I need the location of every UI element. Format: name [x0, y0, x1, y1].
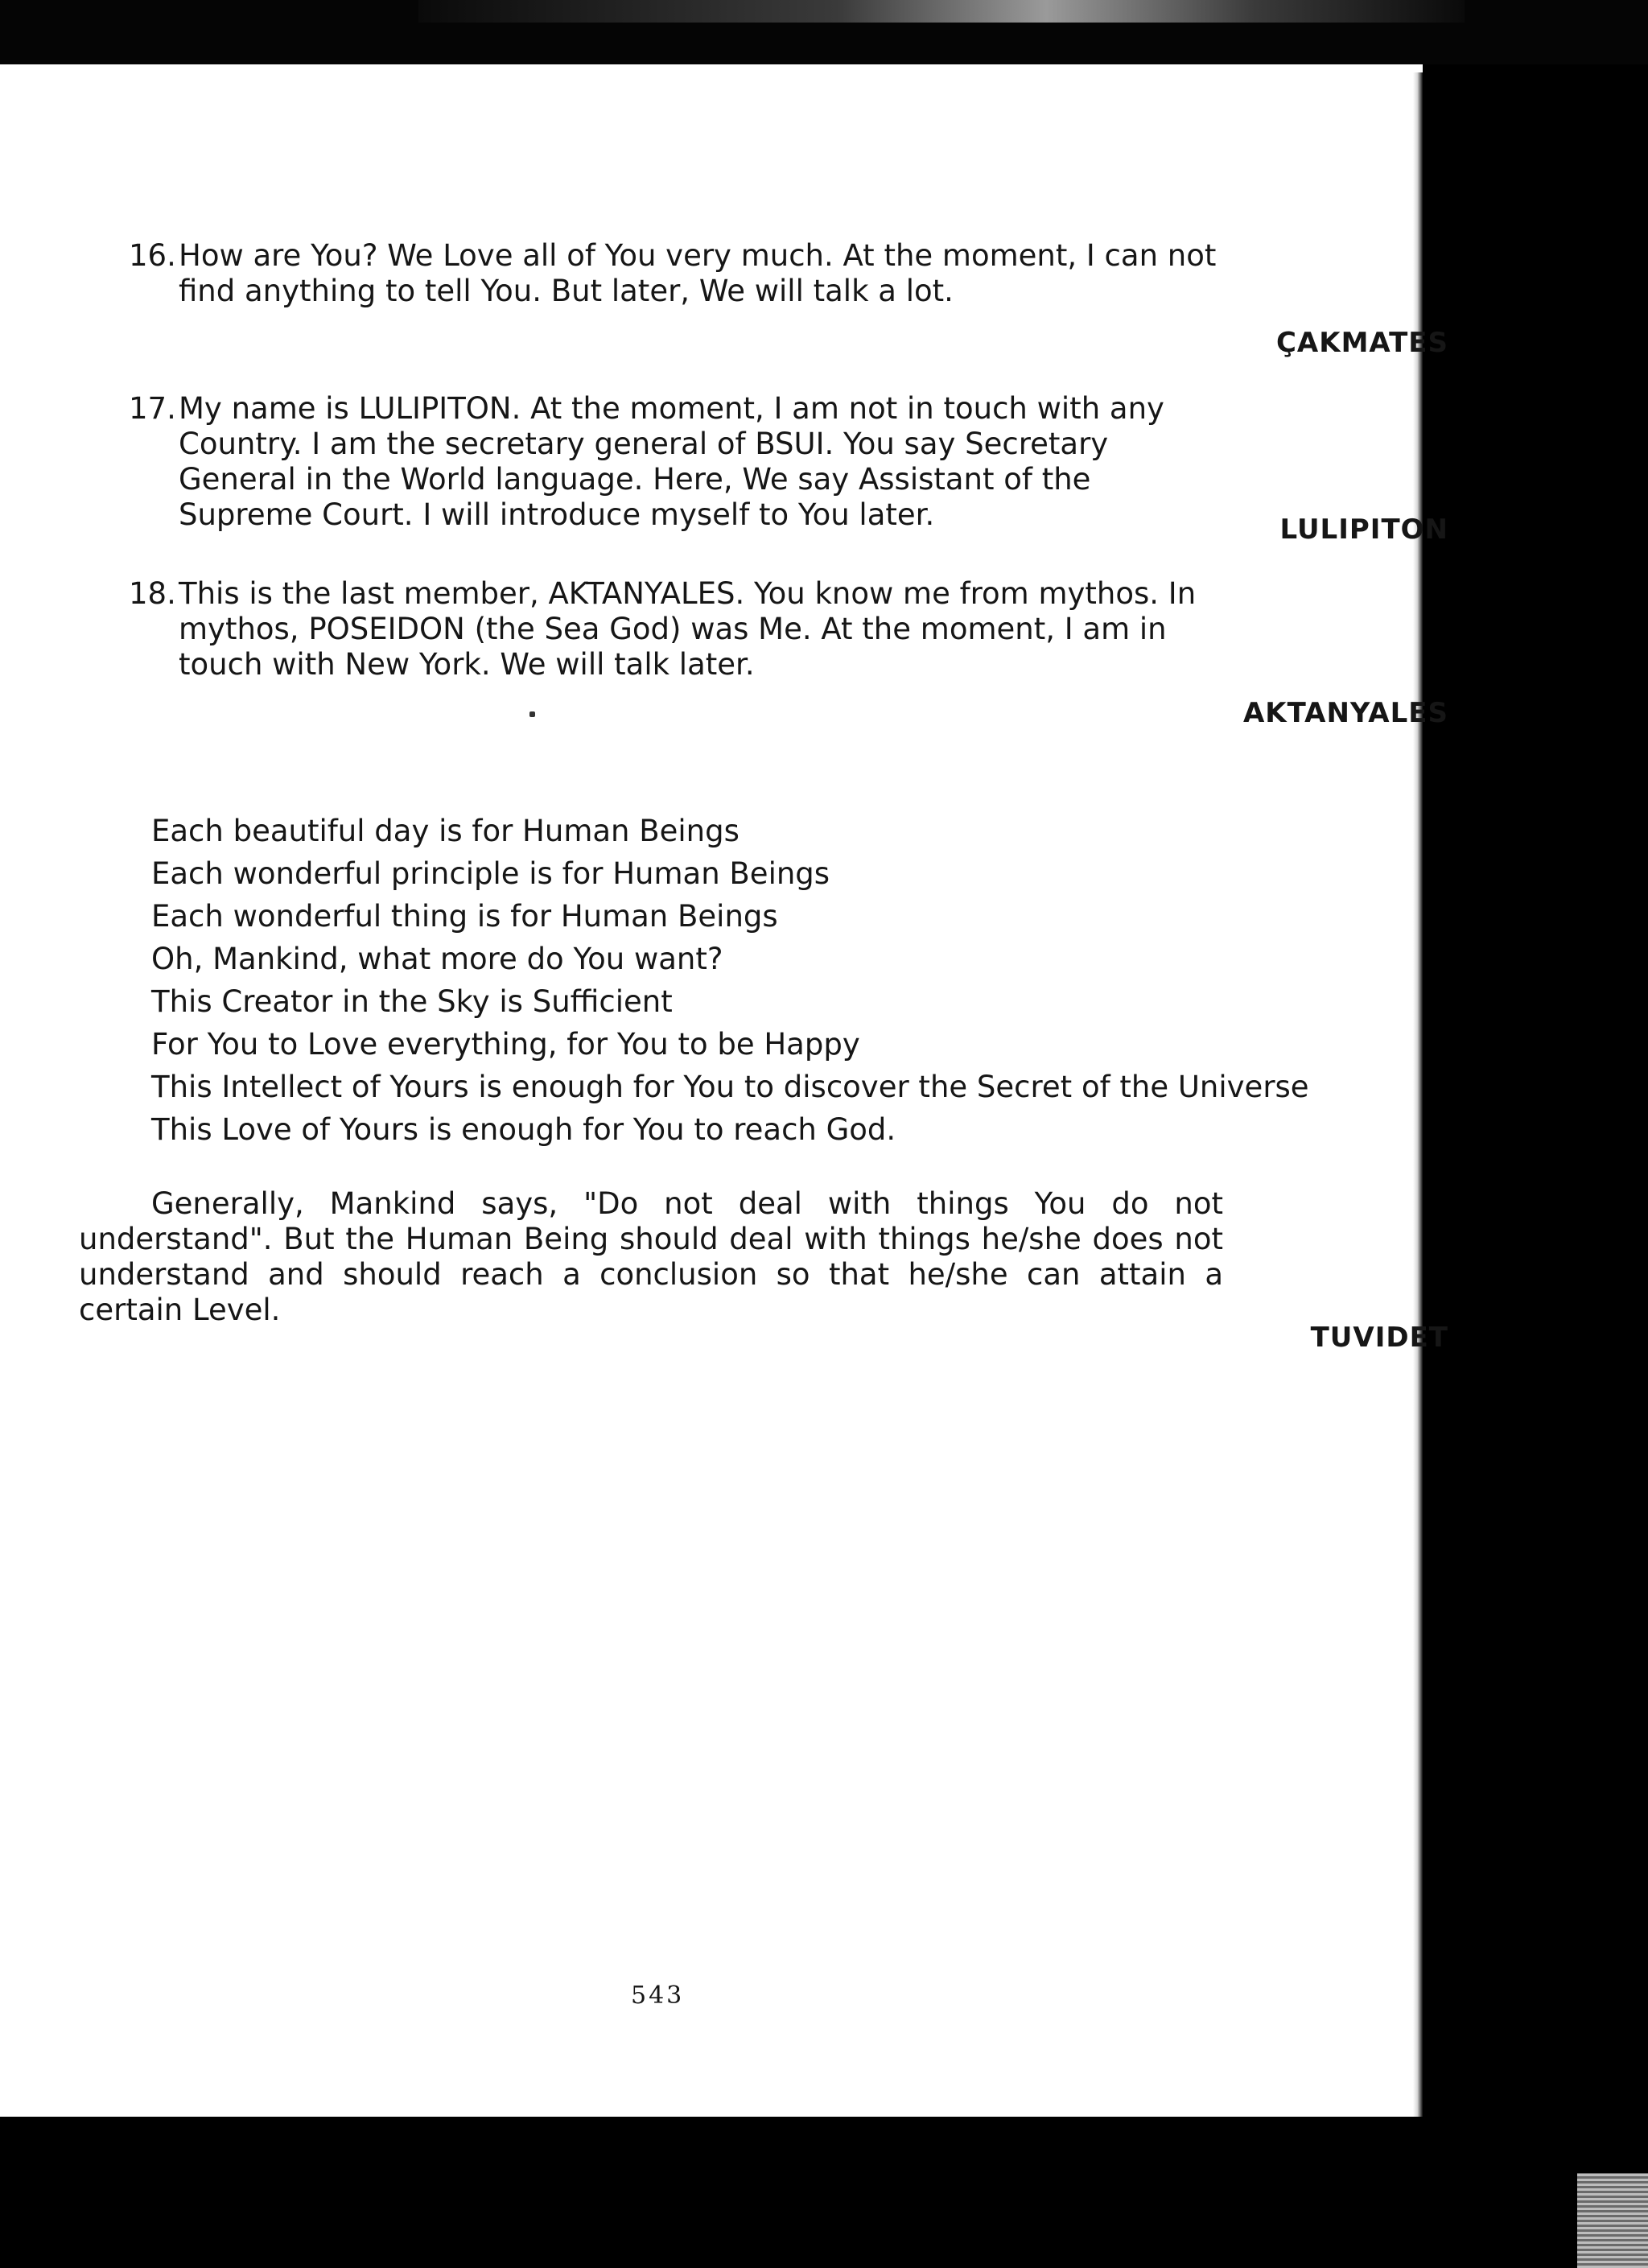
scan-top-border	[0, 0, 1648, 64]
page-edge-shadow	[1413, 72, 1423, 2117]
entry-text: How are You? We Love all of You very much. At the moment, I can not find anything to tell You. But later, We will talk a lot.	[179, 238, 1217, 308]
poem-line: Each beautiful day is for Human Beings	[151, 814, 740, 848]
message-entry-17	[129, 391, 1223, 533]
signature-cakmates: ÇAKMATES	[1275, 327, 1448, 359]
page-number: 543	[631, 1981, 685, 2010]
signature-lulipiton: LULIPITON	[1279, 513, 1448, 546]
poem-line: This Love of Yours is enough for You to reach God.	[151, 1112, 896, 1147]
poem-line: For You to Love everything, for You to be Happy	[151, 1027, 860, 1062]
scan-right-border	[1423, 64, 1648, 2268]
signature-tuvidet: TUVIDET	[1310, 1322, 1448, 1354]
poem	[151, 810, 1309, 1151]
signature-aktanyales: AKTANYALES	[1242, 697, 1448, 729]
entry-text: My name is LULIPITON. At the moment, I am not in touch with any Country. I am the secretary general of BSUI. You say Secretary General in the World language. Here, We say Assistant of the Supreme Court. I will introduce myself to You later.	[179, 391, 1164, 532]
entry-number: 17.	[129, 391, 176, 426]
poem-line: Each wonderful principle is for Human Beings	[151, 856, 830, 891]
entry-text: This is the last member, AKTANYALES. You know me from mythos. In mythos, POSEIDON (the Sea God) was Me. At the moment, I am in touch with New York. We will talk later.	[179, 576, 1197, 682]
poem-line: Oh, Mankind, what more do You want?	[151, 942, 723, 976]
message-entry-16	[129, 238, 1223, 309]
entry-number: 18.	[129, 576, 176, 611]
scan-corner-artifact	[1577, 2173, 1648, 2268]
entry-number: 16.	[129, 238, 176, 273]
poem-line: Each wonderful thing is for Human Beings	[151, 899, 778, 934]
stray-mark	[529, 711, 535, 717]
closing-paragraph: Generally, Mankind says, "Do not deal with things You do not understand". But the Human Being should deal with things he/she does not understand and should reach a conclusion so that he/she can attain a certain Level.	[79, 1186, 1223, 1327]
poem-line: This Creator in the Sky is Sufficient	[151, 984, 673, 1019]
scan-bottom-border	[0, 2117, 1423, 2268]
message-entry-18	[129, 576, 1223, 682]
poem-line: This Intellect of Yours is enough for You to discover the Secret of the Universe	[151, 1070, 1309, 1104]
